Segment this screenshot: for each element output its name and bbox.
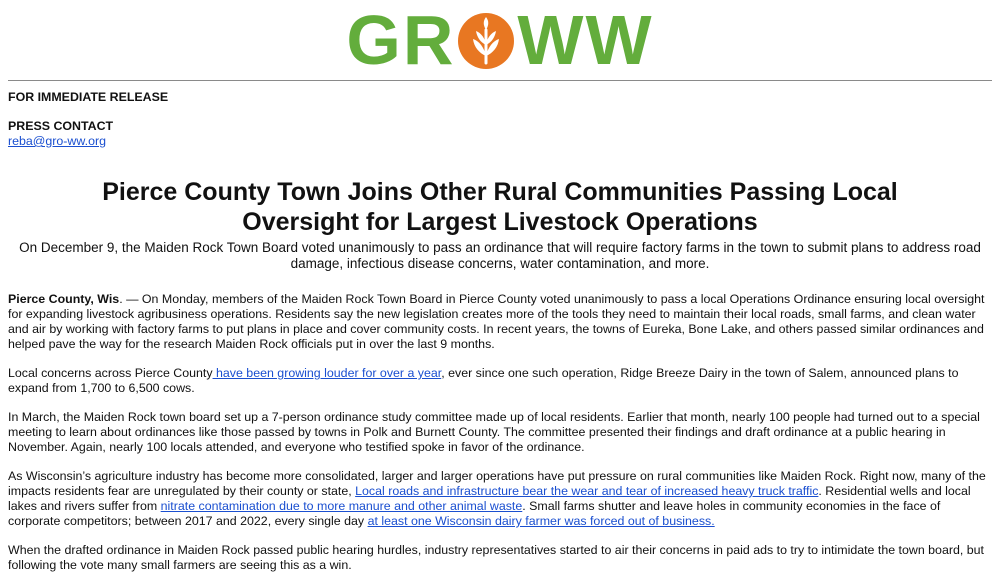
paragraph-4-text-3: . Small farms shutter and leave holes in community economies in the face of corporate competitors; between 2017 and 2022, every single day — [8, 499, 941, 528]
header — [0, 0, 1000, 80]
paragraph-3: In March, the Maiden Rock town board set up a 7-person ordinance study committee made up of local residents. Earlier that month, nearly 100 people had turned out to a special meeting to learn about ordinances like those passed by towns in Polk and Burnett County. The committee presented their findings and draft ordinance at a public hearing in November. Again, nearly 100 locals attended, and everyone who testified spoke in favor of the ordinance. — [8, 410, 980, 454]
paragraph-1 — [8, 292, 992, 352]
paragraph-4-text-2: . Residential wells and local lakes and rivers suffer from — [8, 484, 971, 513]
paragraph-5: When the drafted ordinance in Maiden Rock passed public hearing hurdles, industry representatives started to air their concerns in paid ads to try to intimidate the town board, but following the vote many small farmers are seeing this as a win. — [8, 543, 984, 572]
paragraph-1-text: . — On Monday, members of the Maiden Rock Town Board in Pierce County voted unanimously to pass a local Operations Ordinance ensuring local oversight for expanding livestock agribusiness operations. Residents say the new legislation creates more of the tools they need to maintain their local roads, small farms, and clean water and air by working with factory farms to put plans in place and cover community costs. In recent years, the towns of Eureka, Bone Lake, and others passed similar ordinances and helped pave the way for the research Maiden Rock officials put in over the last 9 months. — [8, 292, 985, 351]
link-growing-louder[interactable]: have been growing louder for over a year — [212, 366, 442, 380]
release-body — [8, 90, 992, 573]
link-local-roads[interactable]: Local roads and infrastructure bear the wear and tear of increased heavy truck traffic — [355, 484, 819, 498]
dateline: Pierce County, Wis — [8, 292, 120, 306]
paragraph-2-text-before: Local concerns across Pierce County — [8, 366, 213, 380]
paragraph-4 — [8, 469, 992, 529]
headline — [8, 177, 992, 237]
press-contact-label: PRESS CONTACT — [8, 119, 114, 133]
link-nitrate-contamination[interactable]: nitrate contamination due to more manure and other animal waste — [160, 499, 523, 513]
headline-line-2: Oversight for Largest Livestock Operations — [242, 208, 758, 236]
header-divider — [8, 80, 992, 81]
paragraph-2 — [8, 366, 992, 396]
logo-text-left: GR — [346, 1, 456, 79]
subheadline: On December 9, the Maiden Rock Town Board voted unanimously to pass an ordinance that will require factory farms in the town to submit plans to address road damage, infectious disease concerns, water contamination, and more. — [19, 240, 981, 271]
press-contact-email-link[interactable]: reba@gro-ww.org — [8, 134, 106, 148]
release-label: FOR IMMEDIATE RELEASE — [8, 90, 169, 104]
press-contact-email-line — [8, 134, 992, 149]
wheat-icon — [457, 11, 515, 69]
groww-logo — [346, 1, 654, 79]
logo-text-right: WW — [517, 1, 654, 79]
paragraph-4-text-1: As Wisconsin’s agriculture industry has become more consolidated, larger and larger operations have put pressure on rural communities like Maiden Rock. Right now, many of the impacts residents fear are unregulated by their county or state, — [8, 469, 986, 498]
headline-line-1: Pierce County Town Joins Other Rural Communities Passing Local — [102, 178, 898, 206]
link-dairy-farmer[interactable]: at least one Wisconsin dairy farmer was forced out of business. — [367, 514, 715, 528]
paragraph-2-text-after: , ever since one such operation, Ridge Breeze Dairy in the town of Salem, announced plans to expand from 1,700 to 6,500 cows. — [8, 366, 959, 395]
